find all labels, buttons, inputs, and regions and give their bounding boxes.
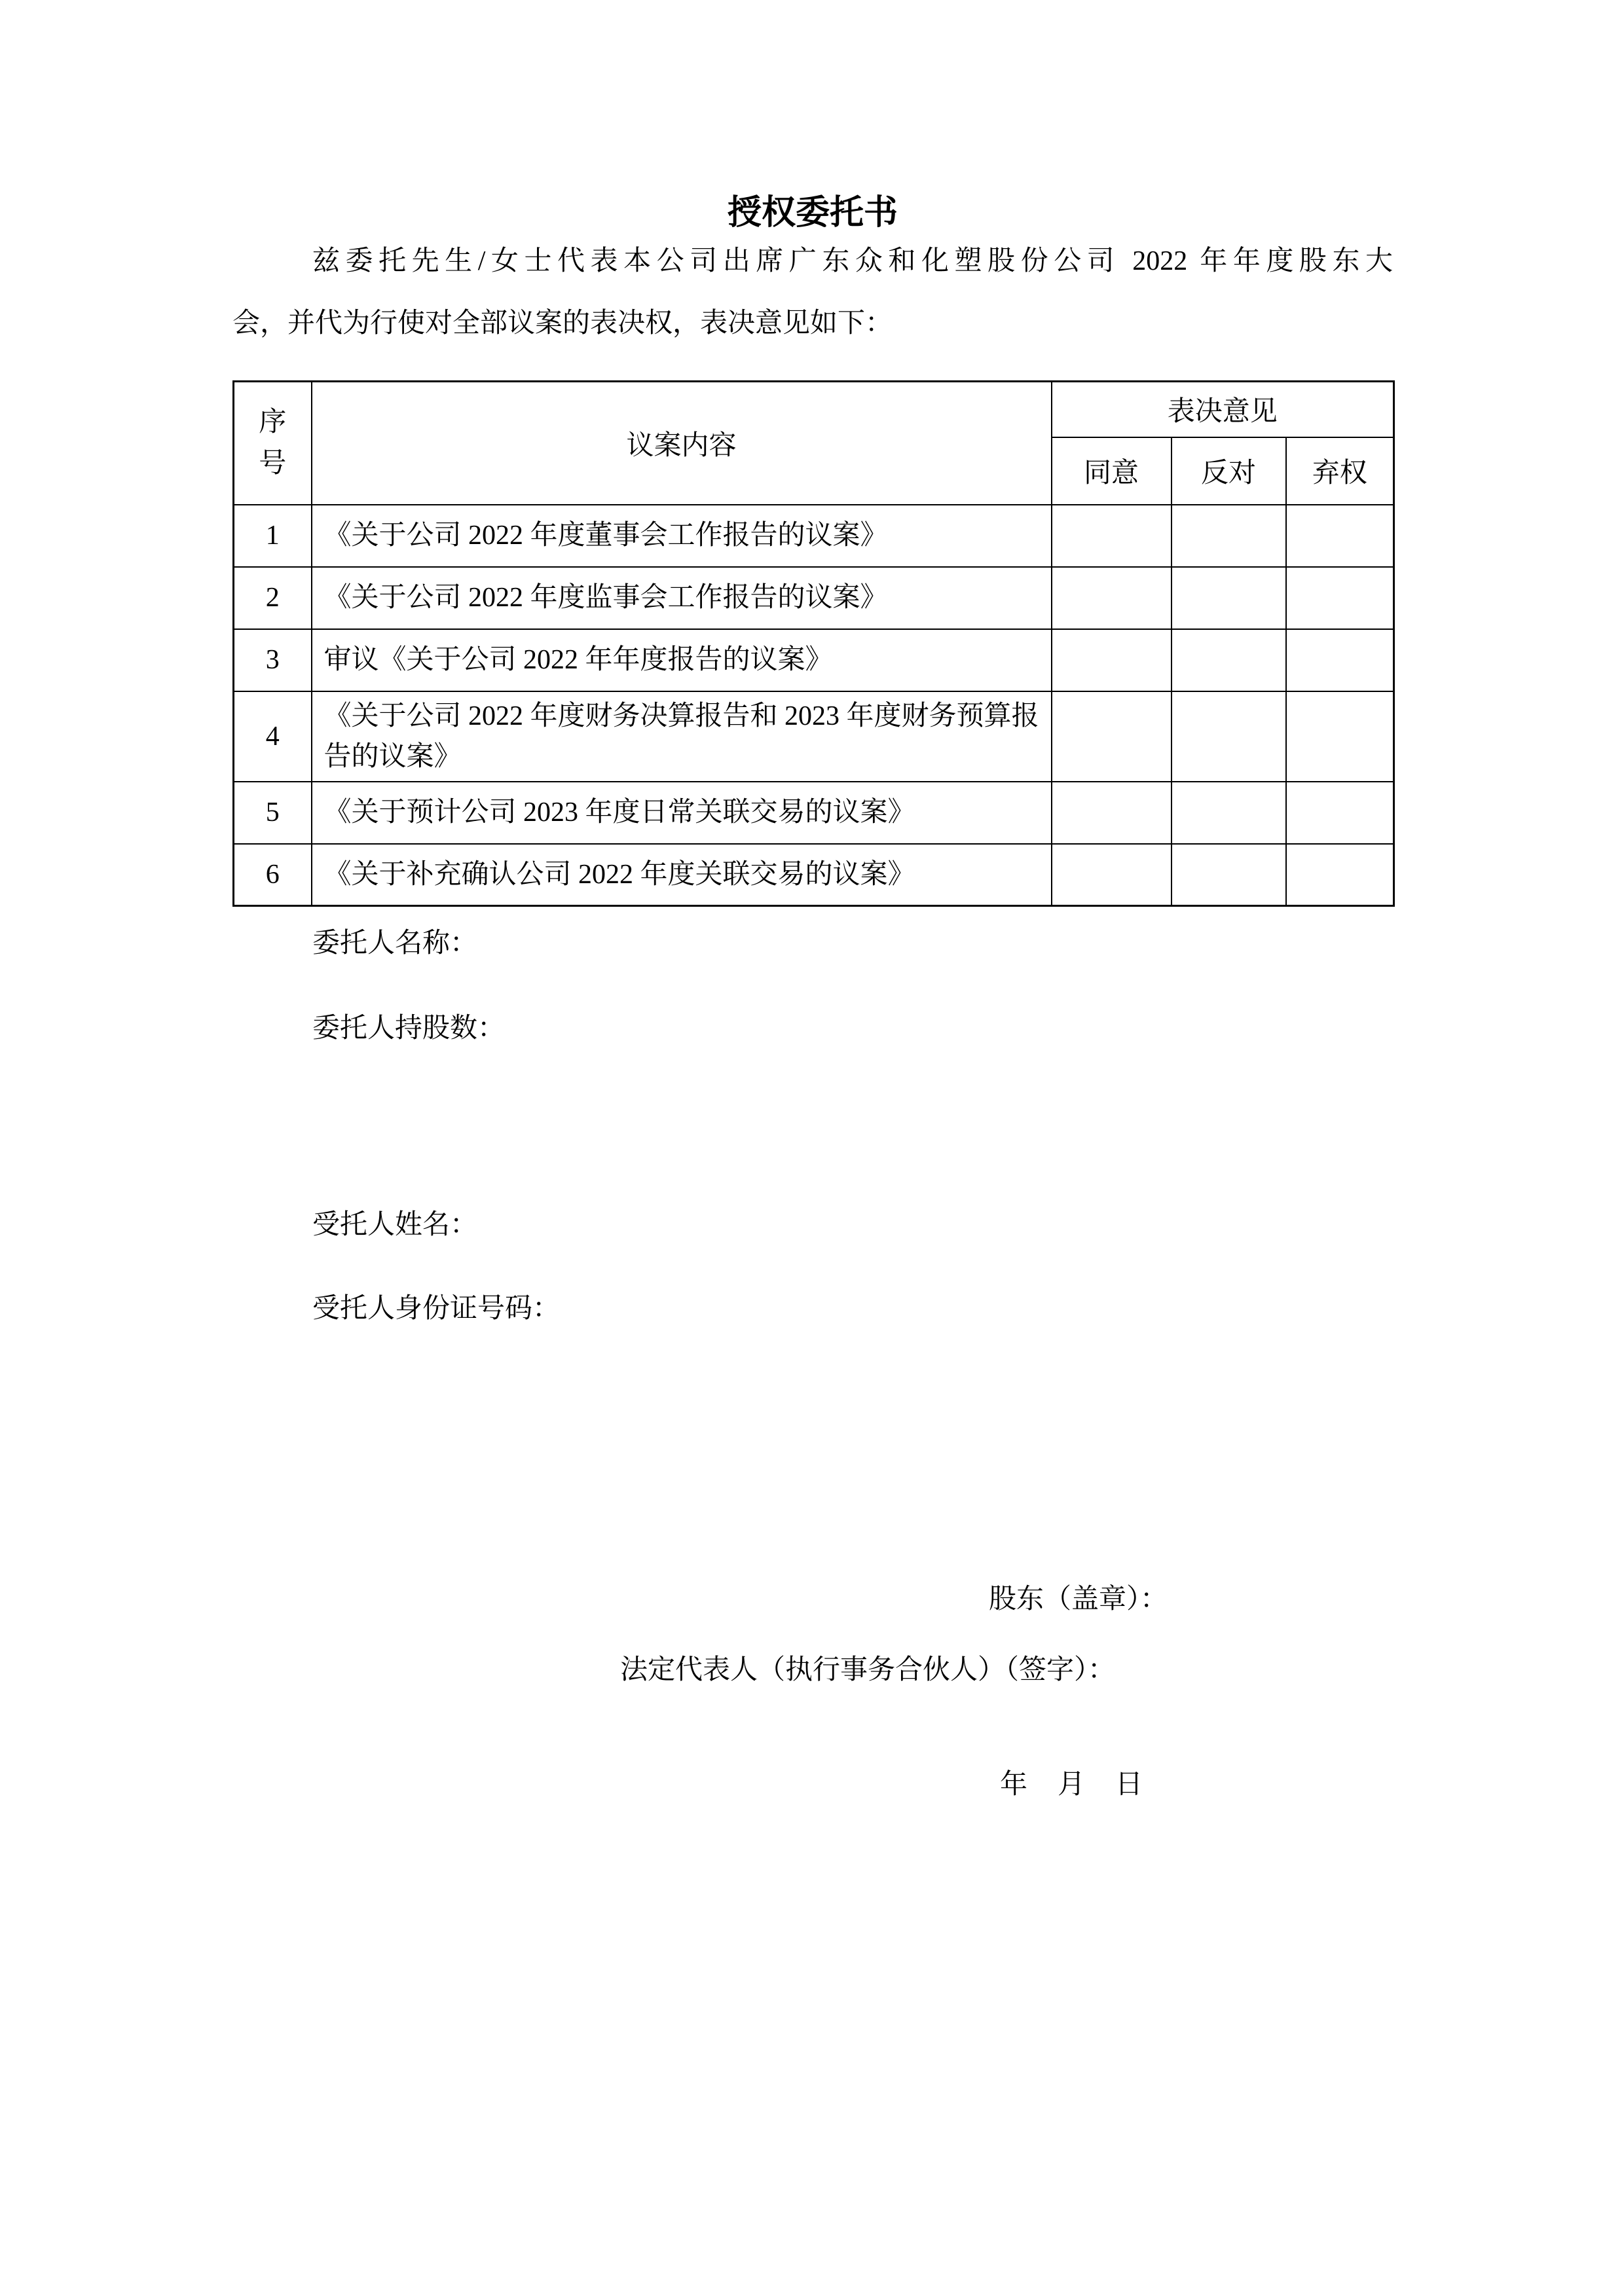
date-year-label: 年: [1000, 1770, 1028, 1800]
vote-cell-abstain: [1286, 505, 1394, 567]
column-header-abstain: 弃权: [1286, 437, 1394, 505]
field-principal-shares: 委托人持股数：: [312, 1013, 506, 1044]
column-header-agree: 同意: [1052, 437, 1172, 505]
proposal-content: 《关于公司 2022 年度董事会工作报告的议案》: [312, 505, 1052, 567]
row-number: 3: [234, 629, 312, 691]
vote-cell-against: [1172, 567, 1286, 629]
proposal-content: 审议《关于公司 2022 年年度报告的议案》: [312, 629, 1052, 691]
signature-legal-representative: 法定代表人（执行事务合伙人）（签字）：: [620, 1655, 1116, 1685]
vote-cell-agree: [1052, 629, 1172, 691]
vote-cell-abstain: [1286, 691, 1394, 782]
column-header-seq-label: 序号: [259, 407, 287, 479]
vote-cell-against: [1172, 629, 1286, 691]
proposal-content: 《关于预计公司 2023 年度日常关联交易的议案》: [312, 782, 1052, 844]
column-header-seq: [234, 382, 312, 505]
proposal-content: 《关于公司 2022 年度监事会工作报告的议案》: [312, 567, 1052, 629]
column-header-vote: 表决意见: [1052, 382, 1394, 437]
intro-paragraph-line-1: 兹委托先生/女士代表本公司出席广东众和化塑股份公司 2022 年年度股东大: [312, 246, 1393, 276]
date-month-label: 月: [1058, 1770, 1086, 1800]
intro-paragraph-line-2: 会，并代为行使对全部议案的表决权，表决意见如下：: [232, 308, 893, 338]
table-header-row-1: [234, 382, 1394, 437]
vote-cell-against: [1172, 782, 1286, 844]
vote-cell-abstain: [1286, 567, 1394, 629]
column-header-content: 议案内容: [312, 382, 1052, 505]
proposal-content: 《关于补充确认公司 2022 年度关联交易的议案》: [312, 844, 1052, 906]
table-row: [234, 567, 1394, 629]
table-row: [234, 844, 1394, 906]
page-title: 授权委托书: [727, 194, 898, 232]
vote-cell-agree: [1052, 691, 1172, 782]
table-row: [234, 505, 1394, 567]
row-number: 6: [234, 844, 312, 906]
proposal-vote-table: [232, 380, 1395, 907]
field-principal-name: 委托人名称：: [312, 928, 478, 958]
field-trustee-id: 受托人身份证号码：: [312, 1294, 561, 1324]
row-number: 5: [234, 782, 312, 844]
table-row: [234, 629, 1394, 691]
vote-cell-abstain: [1286, 629, 1394, 691]
column-header-against: 反对: [1172, 437, 1286, 505]
row-number: 4: [234, 691, 312, 782]
vote-cell-agree: [1052, 844, 1172, 906]
document-content: [232, 0, 1393, 1798]
vote-cell-abstain: [1286, 844, 1394, 906]
field-trustee-name: 受托人姓名：: [312, 1210, 478, 1240]
vote-cell-against: [1172, 505, 1286, 567]
row-number: 2: [234, 567, 312, 629]
vote-cell-agree: [1052, 567, 1172, 629]
date-day-label: 日: [1115, 1770, 1143, 1800]
proposal-content: 《关于公司 2022 年度财务决算报告和 2023 年度财务预算报告的议案》: [312, 691, 1052, 782]
signature-shareholder-seal: 股东（盖章）：: [989, 1584, 1168, 1614]
vote-cell-against: [1172, 844, 1286, 906]
vote-cell-against: [1172, 691, 1286, 782]
table-row: [234, 691, 1394, 782]
table-row: [234, 782, 1394, 844]
signature-date-line: [232, 1771, 1393, 1798]
vote-cell-abstain: [1286, 782, 1394, 844]
vote-cell-agree: [1052, 505, 1172, 567]
row-number: 1: [234, 505, 312, 567]
vote-cell-agree: [1052, 782, 1172, 844]
